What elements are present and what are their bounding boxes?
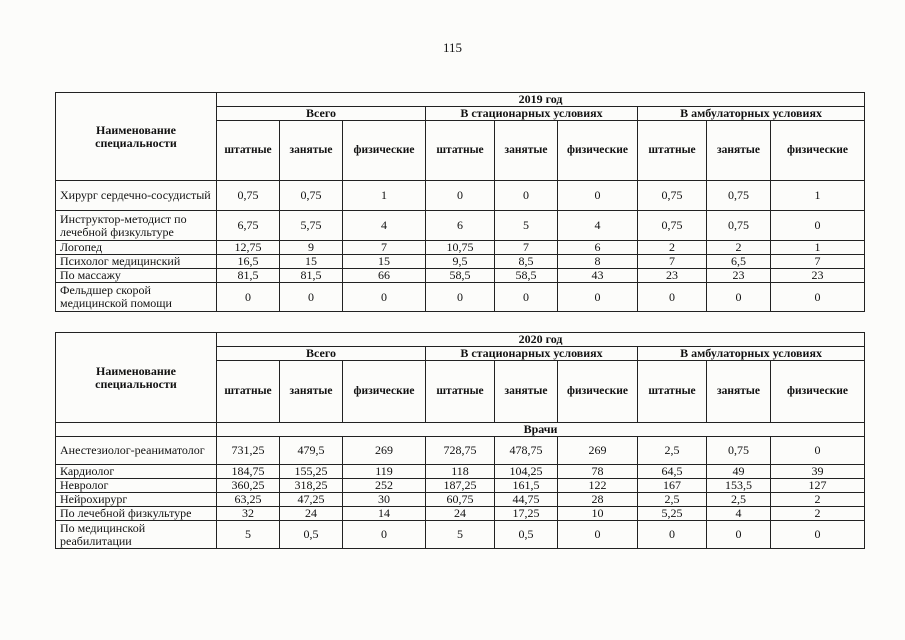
value-cell: 10,75: [426, 241, 495, 255]
value-cell: 2,5: [638, 437, 707, 465]
staffing-table-2019: [55, 92, 865, 312]
sub-header: штатные: [426, 121, 495, 181]
value-cell: 44,75: [495, 493, 558, 507]
value-cell: 30: [343, 493, 426, 507]
value-cell: 2: [771, 507, 865, 521]
value-cell: 252: [343, 479, 426, 493]
table-row: [56, 211, 865, 241]
group-total-header: Всего: [217, 347, 426, 361]
sub-header: физические: [771, 121, 865, 181]
value-cell: 6: [558, 241, 638, 255]
value-cell: 0,5: [280, 521, 343, 549]
table-row: [56, 493, 865, 507]
group-total-header: Всего: [217, 107, 426, 121]
value-cell: 23: [771, 269, 865, 283]
value-cell: 0: [495, 283, 558, 312]
value-cell: 0: [771, 521, 865, 549]
value-cell: 5: [217, 521, 280, 549]
value-cell: 0: [771, 211, 865, 241]
table-row: [56, 181, 865, 211]
value-cell: 1: [343, 181, 426, 211]
value-cell: 47,25: [280, 493, 343, 507]
group-outpatient-header: В амбулаторных условиях: [638, 107, 865, 121]
year-header: 2019 год: [217, 93, 865, 107]
sub-header: занятые: [707, 121, 771, 181]
value-cell: 15: [280, 255, 343, 269]
value-cell: 23: [638, 269, 707, 283]
value-cell: 24: [280, 507, 343, 521]
value-cell: 0,75: [707, 437, 771, 465]
specialty-name: Анестезиолог-реаниматолог: [56, 437, 217, 465]
sub-header: занятые: [495, 361, 558, 423]
value-cell: 360,25: [217, 479, 280, 493]
value-cell: 9,5: [426, 255, 495, 269]
table-row: [56, 521, 865, 549]
sub-header: физические: [343, 121, 426, 181]
value-cell: 0: [558, 181, 638, 211]
sub-header: занятые: [280, 361, 343, 423]
value-cell: 6,75: [217, 211, 280, 241]
sub-header: штатные: [426, 361, 495, 423]
value-cell: 728,75: [426, 437, 495, 465]
value-cell: 104,25: [495, 465, 558, 479]
value-cell: 5: [426, 521, 495, 549]
value-cell: 0: [343, 521, 426, 549]
specialty-name: Инструктор-методист по лечебной физкультуре: [56, 211, 217, 241]
value-cell: 81,5: [280, 269, 343, 283]
sub-header: занятые: [280, 121, 343, 181]
specialty-name: Логопед: [56, 241, 217, 255]
value-cell: 0,75: [707, 211, 771, 241]
table-row: [56, 479, 865, 493]
value-cell: 0: [495, 181, 558, 211]
value-cell: 479,5: [280, 437, 343, 465]
sub-header: штатные: [217, 121, 280, 181]
value-cell: 49: [707, 465, 771, 479]
value-cell: 119: [343, 465, 426, 479]
sub-header: штатные: [638, 121, 707, 181]
value-cell: 60,75: [426, 493, 495, 507]
sub-header: занятые: [495, 121, 558, 181]
value-cell: 0: [426, 181, 495, 211]
staffing-table-2020: [55, 332, 865, 549]
value-cell: 58,5: [426, 269, 495, 283]
specialty-name: Хирург сердечно-сосудистый: [56, 181, 217, 211]
value-cell: 0: [558, 283, 638, 312]
value-cell: 2,5: [638, 493, 707, 507]
specialty-name: По массажу: [56, 269, 217, 283]
value-cell: 127: [771, 479, 865, 493]
value-cell: 0,75: [280, 181, 343, 211]
table-row: [56, 507, 865, 521]
sub-header: занятые: [707, 361, 771, 423]
value-cell: 12,75: [217, 241, 280, 255]
value-cell: 6: [426, 211, 495, 241]
value-cell: 122: [558, 479, 638, 493]
group-outpatient-header: В амбулаторных условиях: [638, 347, 865, 361]
value-cell: 7: [343, 241, 426, 255]
value-cell: 5,25: [638, 507, 707, 521]
value-cell: 155,25: [280, 465, 343, 479]
value-cell: 0: [558, 521, 638, 549]
value-cell: 28: [558, 493, 638, 507]
value-cell: 64,5: [638, 465, 707, 479]
value-cell: 39: [771, 465, 865, 479]
value-cell: 43: [558, 269, 638, 283]
specialty-name: По медицинской реабилитации: [56, 521, 217, 549]
value-cell: 9: [280, 241, 343, 255]
value-cell: 10: [558, 507, 638, 521]
specialty-name: Невролог: [56, 479, 217, 493]
value-cell: 0: [638, 521, 707, 549]
value-cell: 0: [707, 283, 771, 312]
value-cell: 4: [558, 211, 638, 241]
sub-header: физические: [558, 121, 638, 181]
value-cell: 8,5: [495, 255, 558, 269]
value-cell: 187,25: [426, 479, 495, 493]
specialty-name: Нейрохирург: [56, 493, 217, 507]
value-cell: 15: [343, 255, 426, 269]
specialty-name: Фельдшер скорой медицинской помощи: [56, 283, 217, 312]
value-cell: 7: [638, 255, 707, 269]
sub-header: физические: [343, 361, 426, 423]
group-inpatient-header: В стационарных условиях: [426, 107, 638, 121]
value-cell: 0: [771, 283, 865, 312]
specialty-name: Кардиолог: [56, 465, 217, 479]
value-cell: 161,5: [495, 479, 558, 493]
value-cell: 2,5: [707, 493, 771, 507]
value-cell: 0,75: [638, 181, 707, 211]
table-row: [56, 241, 865, 255]
value-cell: 118: [426, 465, 495, 479]
value-cell: 7: [495, 241, 558, 255]
specialty-name: Психолог медицинский: [56, 255, 217, 269]
value-cell: 153,5: [707, 479, 771, 493]
value-cell: 2: [707, 241, 771, 255]
value-cell: 0: [638, 283, 707, 312]
value-cell: 0,75: [638, 211, 707, 241]
value-cell: 17,25: [495, 507, 558, 521]
value-cell: 5,75: [280, 211, 343, 241]
value-cell: 1: [771, 241, 865, 255]
value-cell: 269: [558, 437, 638, 465]
table-row: [56, 269, 865, 283]
section-spacer: [56, 423, 217, 437]
value-cell: 0: [771, 437, 865, 465]
value-cell: 731,25: [217, 437, 280, 465]
value-cell: 23: [707, 269, 771, 283]
value-cell: 24: [426, 507, 495, 521]
value-cell: 0,75: [707, 181, 771, 211]
value-cell: 0: [426, 283, 495, 312]
table-row: [56, 255, 865, 269]
value-cell: 2: [771, 493, 865, 507]
value-cell: 66: [343, 269, 426, 283]
value-cell: 63,25: [217, 493, 280, 507]
specialty-column-header: Наименование специальности: [56, 333, 217, 423]
value-cell: 78: [558, 465, 638, 479]
value-cell: 0: [217, 283, 280, 312]
value-cell: 5: [495, 211, 558, 241]
value-cell: 0,75: [217, 181, 280, 211]
sub-header: штатные: [638, 361, 707, 423]
value-cell: 184,75: [217, 465, 280, 479]
year-header: 2020 год: [217, 333, 865, 347]
value-cell: 4: [707, 507, 771, 521]
value-cell: 4: [343, 211, 426, 241]
value-cell: 0,5: [495, 521, 558, 549]
value-cell: 8: [558, 255, 638, 269]
specialty-column-header: Наименование специальности: [56, 93, 217, 181]
specialty-name: По лечебной физкультуре: [56, 507, 217, 521]
value-cell: 81,5: [217, 269, 280, 283]
group-inpatient-header: В стационарных условиях: [426, 347, 638, 361]
value-cell: 14: [343, 507, 426, 521]
value-cell: 318,25: [280, 479, 343, 493]
value-cell: 58,5: [495, 269, 558, 283]
table-row: [56, 437, 865, 465]
section-header-doctors: Врачи: [217, 423, 865, 437]
value-cell: 478,75: [495, 437, 558, 465]
value-cell: 269: [343, 437, 426, 465]
value-cell: 0: [707, 521, 771, 549]
value-cell: 16,5: [217, 255, 280, 269]
table-row: [56, 465, 865, 479]
table-row: [56, 283, 865, 312]
value-cell: 7: [771, 255, 865, 269]
sub-header: штатные: [217, 361, 280, 423]
value-cell: 1: [771, 181, 865, 211]
page-number: 115: [442, 40, 463, 55]
value-cell: 0: [280, 283, 343, 312]
value-cell: 32: [217, 507, 280, 521]
value-cell: 0: [343, 283, 426, 312]
sub-header: физические: [771, 361, 865, 423]
value-cell: 2: [638, 241, 707, 255]
sub-header: физические: [558, 361, 638, 423]
value-cell: 167: [638, 479, 707, 493]
value-cell: 6,5: [707, 255, 771, 269]
